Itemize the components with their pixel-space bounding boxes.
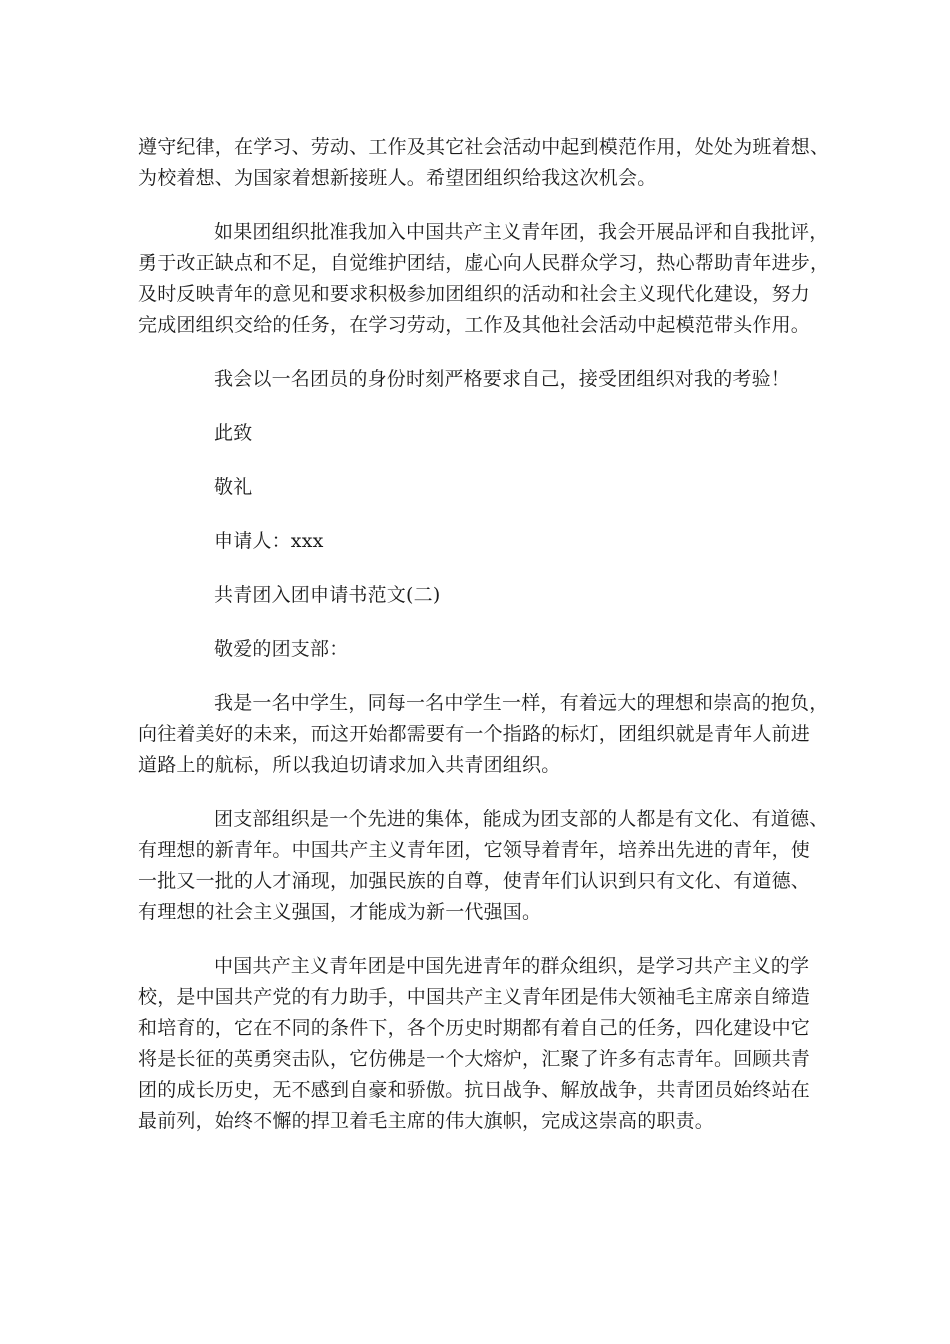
paragraph-3: 我会以一名团员的身份时刻严格要求自己，接受团组织对我的考验！ [214,368,791,390]
text-line: 我是一名中学生，同每一名中学生一样，有着远大的理想和崇高的抱负， [214,692,829,714]
text-line: 有理想的社会主义强国，才能成为新一代强国。 [138,901,542,923]
text-line: 为校着想、为国家着想新接班人。希望团组织给我这次机会。 [138,167,657,189]
section-title: 共青团入团申请书范文(二) [214,584,441,606]
text-line: 校，是中国共产党的有力助手，中国共产主义青年团是伟大领袖毛主席亲自缔造 [138,986,811,1008]
paragraph-1 [138,132,830,194]
text-line: 一批又一批的人才涌现，加强民族的自尊，使青年们认识到只有文化、有道德、 [138,870,811,892]
paragraph-6 [138,951,814,1137]
text-line: 完成团组织交给的任务，在学习劳动，工作及其他社会活动中起模范带头作用。 [138,314,811,336]
text-line: 道路上的航标，所以我迫切请求加入共青团组织。 [138,754,561,776]
text-line: 团的成长历史，无不感到自豪和骄傲。抗日战争、解放战争，共青团员始终站在 [138,1079,811,1101]
text-line: 团支部组织是一个先进的集体，能成为团支部的人都是有文化、有道德、 [214,808,829,830]
greeting: 敬爱的团支部： [214,638,349,660]
text-line: 最前列，始终不懈的捍卫着毛主席的伟大旗帜，完成这崇高的职责。 [138,1110,715,1132]
paragraph-4 [138,688,829,781]
paragraph-5 [138,804,829,928]
text-line: 将是长征的英勇突击队，它仿佛是一个大熔炉，汇聚了许多有志青年。回顾共青 [138,1048,811,1070]
text-line: 中国共产主义青年团是中国先进青年的群众组织，是学习共产主义的学 [214,955,810,977]
text-line: 有理想的新青年。中国共产主义青年团，它领导着青年，培养出先进的青年，使 [138,839,811,861]
paragraph-2 [138,217,830,341]
text-line: 和培育的，它在不同的条件下，各个历史时期都有着自己的任务，四化建设中它 [138,1017,811,1039]
text-line: 勇于改正缺点和不足，自觉维护团结，虚心向人民群众学习，热心帮助青年进步， [138,252,830,274]
text-line: 及时反映青年的意见和要求积极参加团组织的活动和社会主义现代化建设，努力 [138,283,811,305]
text-line: 遵守纪律，在学习、劳动、工作及其它社会活动中起到模范作用，处处为班着想、 [138,136,830,158]
document-body [138,132,830,1160]
closing-salutation: 此致 [214,422,253,444]
text-line: 如果团组织批准我加入中国共产主义青年团，我会开展品评和自我批评， [214,221,829,243]
text-line: 向往着美好的未来，而这开始都需要有一个指路的标灯，团组织就是青年人前进 [138,723,811,745]
applicant-signature: 申请人：xxx [214,530,324,552]
closing-respect: 敬礼 [214,476,253,498]
